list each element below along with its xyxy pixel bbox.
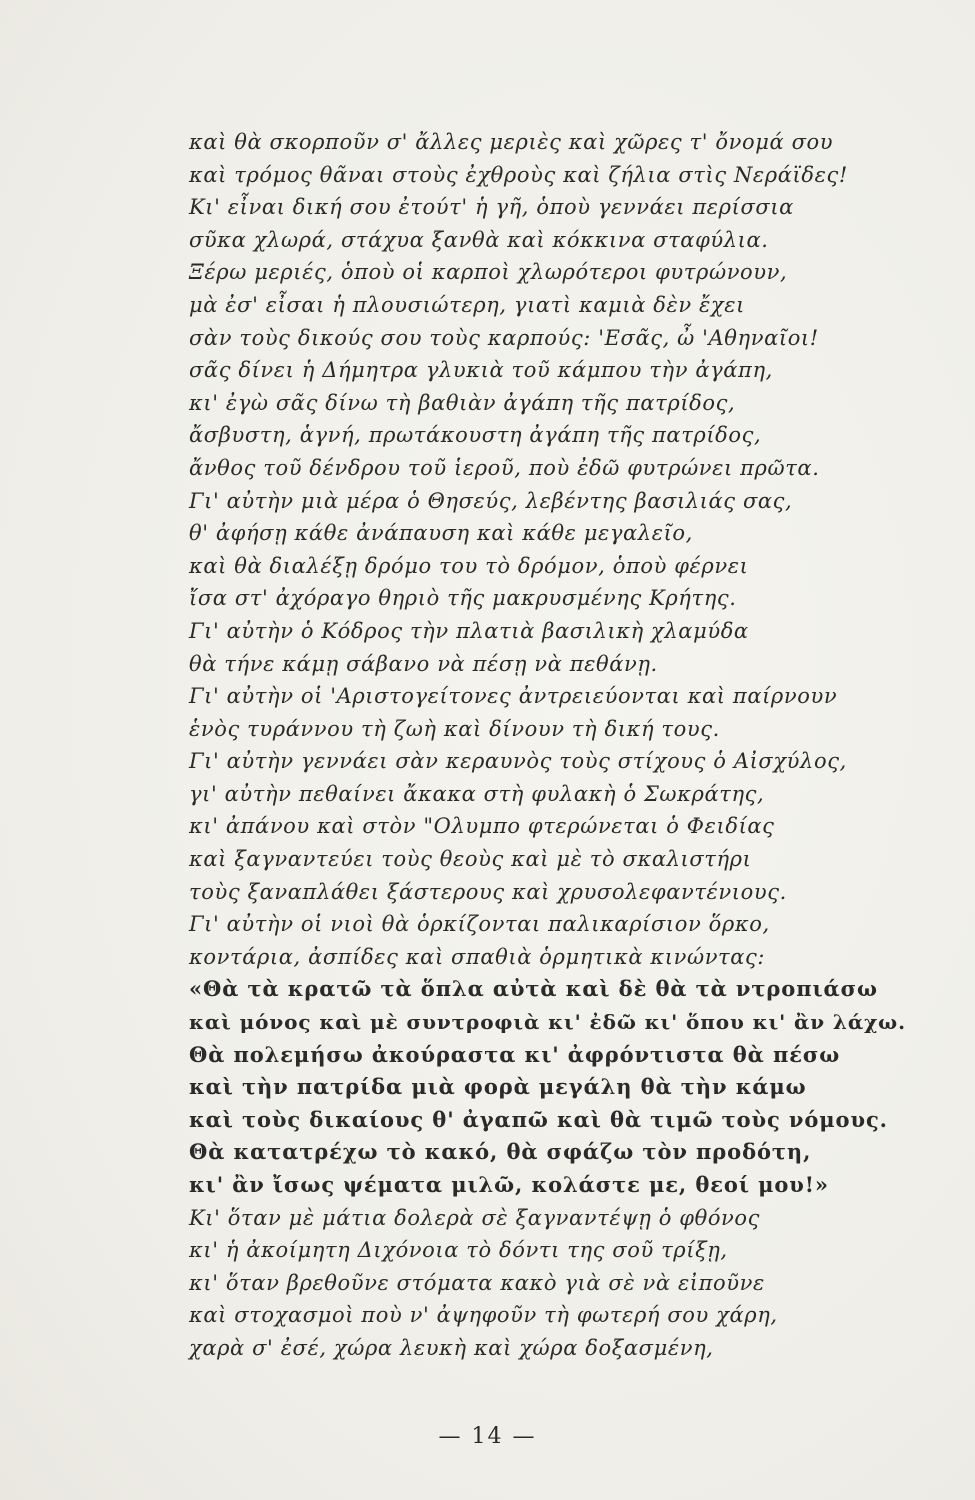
poem-line: Θὰ πολεμήσω ἀκούραστα κι' ἀφρόντιστα θὰ πέσω xyxy=(189,1041,841,1067)
poem-line: σὰν τοὺς δικούς σου τοὺς καρπούς: 'Εσᾶς, ὦ 'Αθηναῖοι! xyxy=(189,325,819,350)
poem-line: καὶ μόνος καὶ μὲ συντροφιὰ κι' ἐδῶ κι' ὅπου κι' ἂν λάχω. xyxy=(189,1010,906,1035)
poem-line: κι' ἡ ἀκοίμητη Διχόνοια τὸ δόντι της σοῦ τρίξῃ, xyxy=(189,1238,728,1263)
poem-line: χαρὰ σ' ἐσέ, χώρα λευκὴ καὶ χώρα δοξασμένη, xyxy=(189,1335,714,1360)
poem-line: καὶ τρόμος θᾶναι στοὺς ἐχθροὺς καὶ ζήλια στὶς Νεράϊδες! xyxy=(189,162,848,187)
poem-line: σῦκα χλωρά, στάχυα ξανθὰ καὶ κόκκινα σταφύλια. xyxy=(189,227,769,252)
poem-text xyxy=(189,126,909,1365)
poem-line: Κι' εἶναι δική σου ἐτούτ' ἡ γῆ, ὁποὺ γεννάει περίσσια xyxy=(189,195,794,220)
poem-line: Γι' αὐτὴν γεννάει σὰν κεραυνὸς τοὺς στίχους ὁ Αἰσχύλος, xyxy=(189,749,847,774)
poem-line: «Θὰ τὰ κρατῶ τὰ ὅπλα αὐτὰ καὶ δὲ θὰ τὰ ντροπιάσω xyxy=(189,976,878,1002)
poem-line: καὶ στοχασμοὶ ποὺ ν' ἀψηφοῦν τὴ φωτερή σου χάρη, xyxy=(189,1303,778,1328)
poem-line: Γι' αὐτὴν οἱ νιοὶ θὰ ὁρκίζονται παλικαρίσιον ὅρκο, xyxy=(189,912,770,937)
poem-line: Θὰ κατατρέχω τὸ κακό, θὰ σφάζω τὸν προδότη, xyxy=(189,1139,812,1165)
poem-line: Γι' αὐτὴν οἱ 'Αριστογείτονες ἀντρειεύονται καὶ παίρνουν xyxy=(189,684,838,709)
poem-line: κι' ἐγὼ σᾶς δίνω τὴ βαθιὰν ἀγάπη τῆς πατρίδος, xyxy=(189,390,736,415)
poem-line: καὶ θὰ σκορποῦν σ' ἄλλες μεριὲς καὶ χῶρες τ' ὄνομά σου xyxy=(189,130,834,154)
poem-line: θὰ τήνε κάμῃ σάβανο νὰ πέσῃ νὰ πεθάνῃ. xyxy=(189,651,658,676)
poem-line: καὶ τὴν πατρίδα μιὰ φορὰ μεγάλη θὰ τὴν κάμω xyxy=(189,1074,807,1100)
poem-line: μὰ ἐσ' εἶσαι ἡ πλουσιώτερη, γιατὶ καμιὰ δὲν ἔχει xyxy=(189,292,745,317)
poem-line: ἴσα στ' ἀχόραγο θηριὸ τῆς μακρυσμένης Κρήτης. xyxy=(189,586,737,611)
page-number: — 14 — xyxy=(438,1424,537,1449)
poem-line: ἄνθος τοῦ δένδρου τοῦ ἱεροῦ, ποὺ ἐδῶ φυτρώνει πρῶτα. xyxy=(189,455,820,480)
poem-line: γι' αὐτὴν πεθαίνει ἄκακα στὴ φυλακὴ ὁ Σωκράτης, xyxy=(189,781,765,806)
poem-line: σᾶς δίνει ἡ Δήμητρα γλυκιὰ τοῦ κάμπου τὴν ἀγάπη, xyxy=(189,358,773,383)
poem-line: κι' ὅταν βρεθοῦνε στόματα κακὸ γιὰ σὲ νὰ εἰποῦνε xyxy=(189,1270,765,1295)
poem-line: τοὺς ξαναπλάθει ξάστερους καὶ χρυσολεφαντένιους. xyxy=(189,879,787,904)
poem-line: καὶ ξαγναντεύει τοὺς θεοὺς καὶ μὲ τὸ σκαλιστήρι xyxy=(189,847,752,872)
poem-line: ἑνὸς τυράννου τὴ ζωὴ καὶ δίνουν τὴ δική τους. xyxy=(189,716,720,741)
poem-line: ἄσβυστη, ἁγνή, πρωτάκουστη ἀγάπη τῆς πατρίδος, xyxy=(189,423,762,448)
poem-line: καὶ τοὺς δικαίους θ' ἀγαπῶ καὶ θὰ τιμῶ τοὺς νόμους. xyxy=(189,1106,888,1132)
poem-line: Γι' αὐτὴν ὁ Κόδρος τὴν πλατιὰ βασιλικὴ χλαμύδα xyxy=(189,618,749,643)
poem-line: Κι' ὅταν μὲ μάτια δολερὰ σὲ ξαγναντέψῃ ὁ φθόνος xyxy=(189,1205,761,1230)
poem-line: Ξέρω μεριές, ὁποὺ οἱ καρποὶ χλωρότεροι φυτρώνουν, xyxy=(189,260,788,285)
poem-line: Γι' αὐτὴν μιὰ μέρα ὁ Θησεύς, λεβέντης βασιλιάς σας, xyxy=(189,488,793,513)
poem-line: καὶ θὰ διαλέξῃ δρόμο του τὸ δρόμον, ὁποὺ φέρνει xyxy=(189,553,749,578)
poem-line: κι' ἂν ἴσως ψέματα μιλῶ, κολάστε με, θεοί μου!» xyxy=(189,1172,829,1197)
poem-line: θ' ἀφήσῃ κάθε ἀνάπαυση καὶ κάθε μεγαλεῖο, xyxy=(189,521,693,546)
poem-line: κοντάρια, ἀσπίδες καὶ σπαθιὰ ὁρμητικὰ κινώντας: xyxy=(189,944,766,969)
poem-line: κι' ἀπάνου καὶ στὸν "Ολυμπο φτερώνεται ὁ Φειδίας xyxy=(189,814,775,839)
